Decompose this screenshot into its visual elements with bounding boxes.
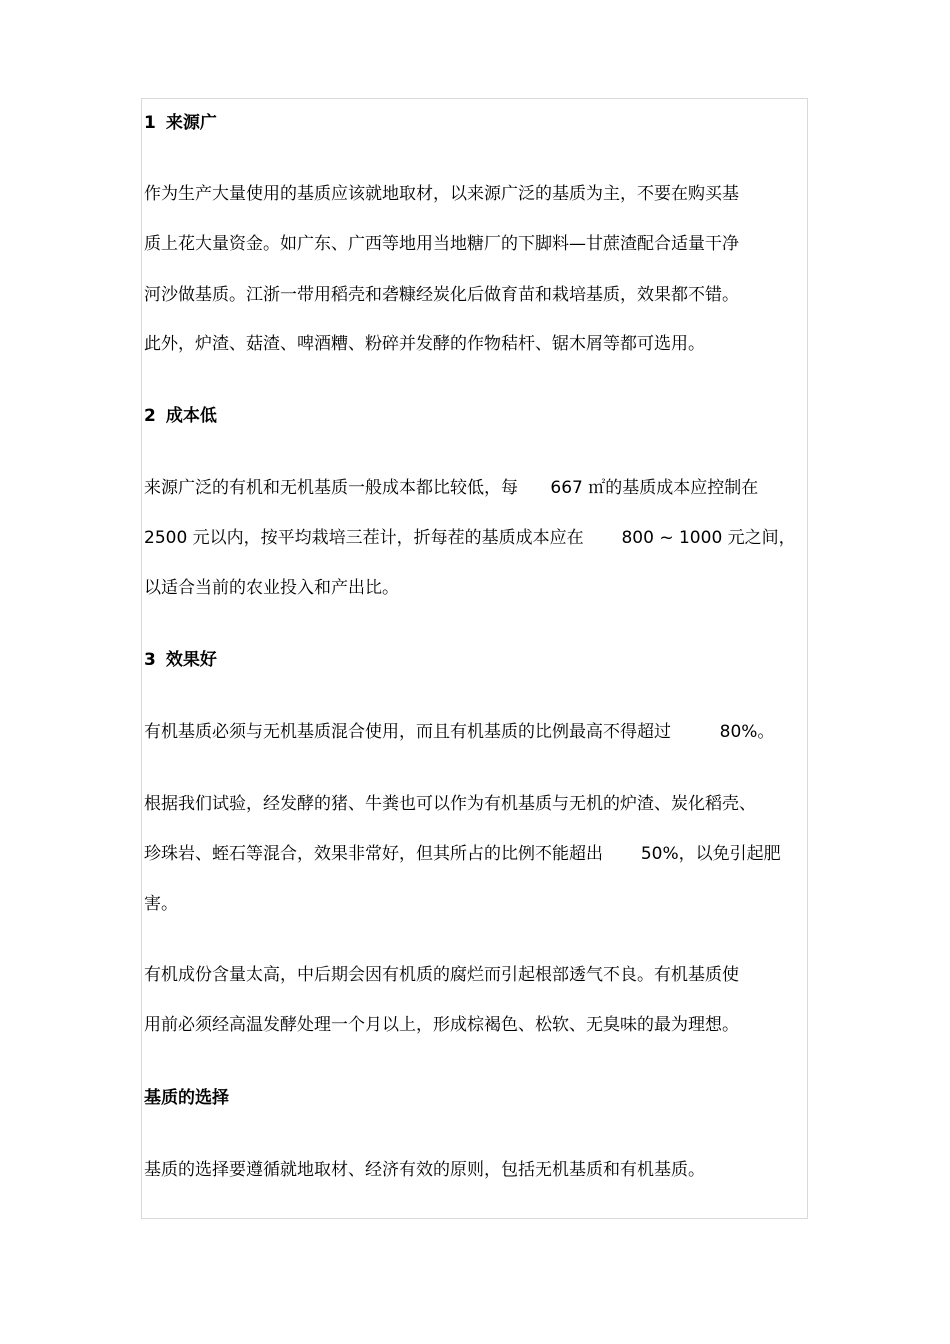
paragraph-line: 2500 元以内，按平均栽培三茬计，折每茬的基质成本应在 800 ~ 1000 元之间， xyxy=(144,528,796,548)
section-heading-3 xyxy=(144,649,217,671)
paragraph-line: 有机成份含量太高，中后期会因有机质的腐烂而引起根部透气不良。有机基质使 xyxy=(144,965,739,985)
paragraph-line: 质上花大量资金。如广东、广西等地用当地糖厂的下脚料—甘蔗渣配合适量干净 xyxy=(144,234,739,254)
paragraph-line: 河沙做基质。江浙一带用稻壳和砻糠经炭化后做育苗和栽培基质，效果都不错。 xyxy=(144,285,739,305)
paragraph-line: 害。 xyxy=(144,894,178,914)
section-heading-2 xyxy=(144,405,217,427)
paragraph-line: 以适合当前的农业投入和产出比。 xyxy=(144,578,399,598)
section-title: 效果好 xyxy=(165,650,217,670)
section-number: 2 xyxy=(144,406,156,426)
paragraph-line: 珍珠岩、蛭石等混合，效果非常好，但其所占的比例不能超出 50%，以免引起肥 xyxy=(144,844,781,864)
page-frame xyxy=(141,98,808,1219)
paragraph-line: 来源广泛的有机和无机基质一般成本都比较低，每 667 ㎡的基质成本应控制在 xyxy=(144,478,759,498)
section-title: 成本低 xyxy=(165,406,217,426)
paragraph-line: 基质的选择要遵循就地取材、经济有效的原则，包括无机基质和有机基质。 xyxy=(144,1160,705,1180)
section-number: 3 xyxy=(144,650,156,670)
section-heading-4 xyxy=(144,1087,229,1109)
section-title: 来源广 xyxy=(165,113,217,133)
paragraph-line: 根据我们试验，经发酵的猪、牛粪也可以作为有机基质与无机的炉渣、炭化稻壳、 xyxy=(144,794,756,814)
paragraph-line: 作为生产大量使用的基质应该就地取材，以来源广泛的基质为主，不要在购买基 xyxy=(144,184,739,204)
section-heading-1 xyxy=(144,112,217,134)
paragraph-line: 有机基质必须与无机基质混合使用，而且有机基质的比例最高不得超过 80%。 xyxy=(144,722,775,742)
section-number: 1 xyxy=(144,113,156,133)
section-title: 基质的选择 xyxy=(144,1088,229,1108)
paragraph-line: 此外，炉渣、菇渣、啤酒糟、粉碎并发酵的作物秸杆、锯木屑等都可选用。 xyxy=(144,334,705,354)
paragraph-line: 用前必须经高温发酵处理一个月以上，形成棕褐色、松软、无臭味的最为理想。 xyxy=(144,1015,739,1035)
